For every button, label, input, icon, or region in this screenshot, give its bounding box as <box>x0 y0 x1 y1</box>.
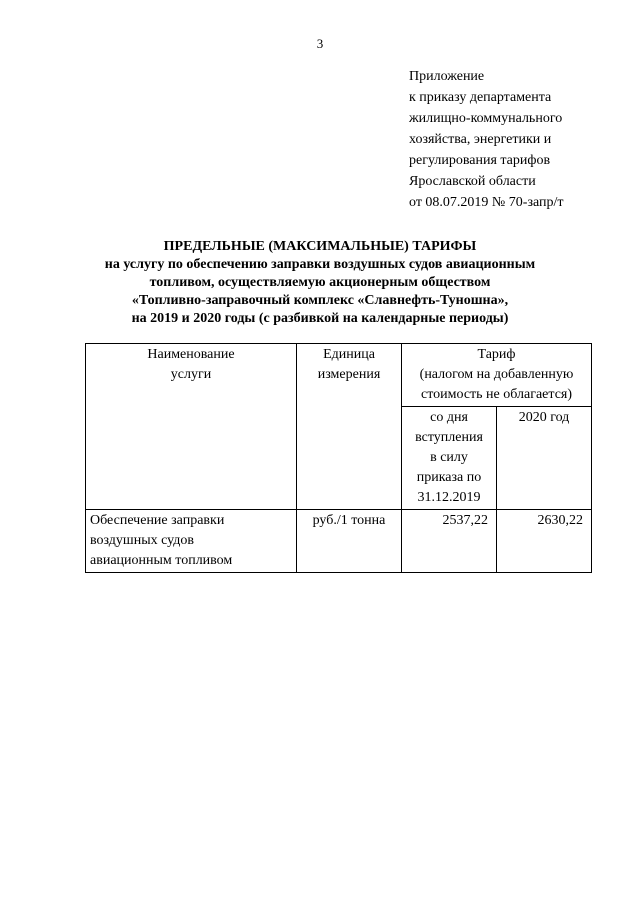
appendix-block <box>409 66 634 213</box>
title-line: ПРЕДЕЛЬНЫЕ (МАКСИМАЛЬНЫЕ) ТАРИФЫ <box>163 239 477 254</box>
tariff-table <box>85 343 592 573</box>
title-line: на 2019 и 2020 годы (с разбивкой на календарные периоды) <box>131 311 509 326</box>
appendix-line: жилищно-коммунального <box>409 111 563 126</box>
header-period-2019: со дня вступления в силу приказа по 31.12.2019 <box>402 407 497 510</box>
cell-unit: руб./1 тонна <box>297 510 402 573</box>
header-service: Наименование услуги <box>86 344 297 510</box>
appendix-line: Ярославской области <box>409 174 536 189</box>
title-line: на услугу по обеспечению заправки воздушных судов авиационным <box>104 257 536 272</box>
document-title <box>60 238 580 328</box>
table-row <box>86 510 592 573</box>
title-line: «Топливно-заправочный комплекс «Славнефть-Туношна», <box>131 293 509 308</box>
cell-value-2020: 2630,22 <box>497 510 592 573</box>
header-tariff: Тариф (налогом на добавленную стоимость не облагается) <box>402 344 592 407</box>
title-line: топливом, осуществляемую акционерным обществом <box>149 275 491 290</box>
cell-service: Обеспечение заправки воздушных судов авиационным топливом <box>86 510 297 573</box>
page-number: 3 <box>316 36 324 51</box>
appendix-line: к приказу департамента <box>409 90 552 105</box>
header-period-2020: 2020 год <box>497 407 592 510</box>
appendix-line: хозяйства, энергетики и <box>409 132 552 147</box>
appendix-line: Приложение <box>409 69 485 84</box>
appendix-line: от 08.07.2019 № 70-запр/т <box>409 195 564 210</box>
cell-value-2019: 2537,22 <box>402 510 497 573</box>
table-header-row <box>86 344 592 407</box>
header-unit: Единица измерения <box>297 344 402 510</box>
appendix-line: регулирования тарифов <box>409 153 551 168</box>
